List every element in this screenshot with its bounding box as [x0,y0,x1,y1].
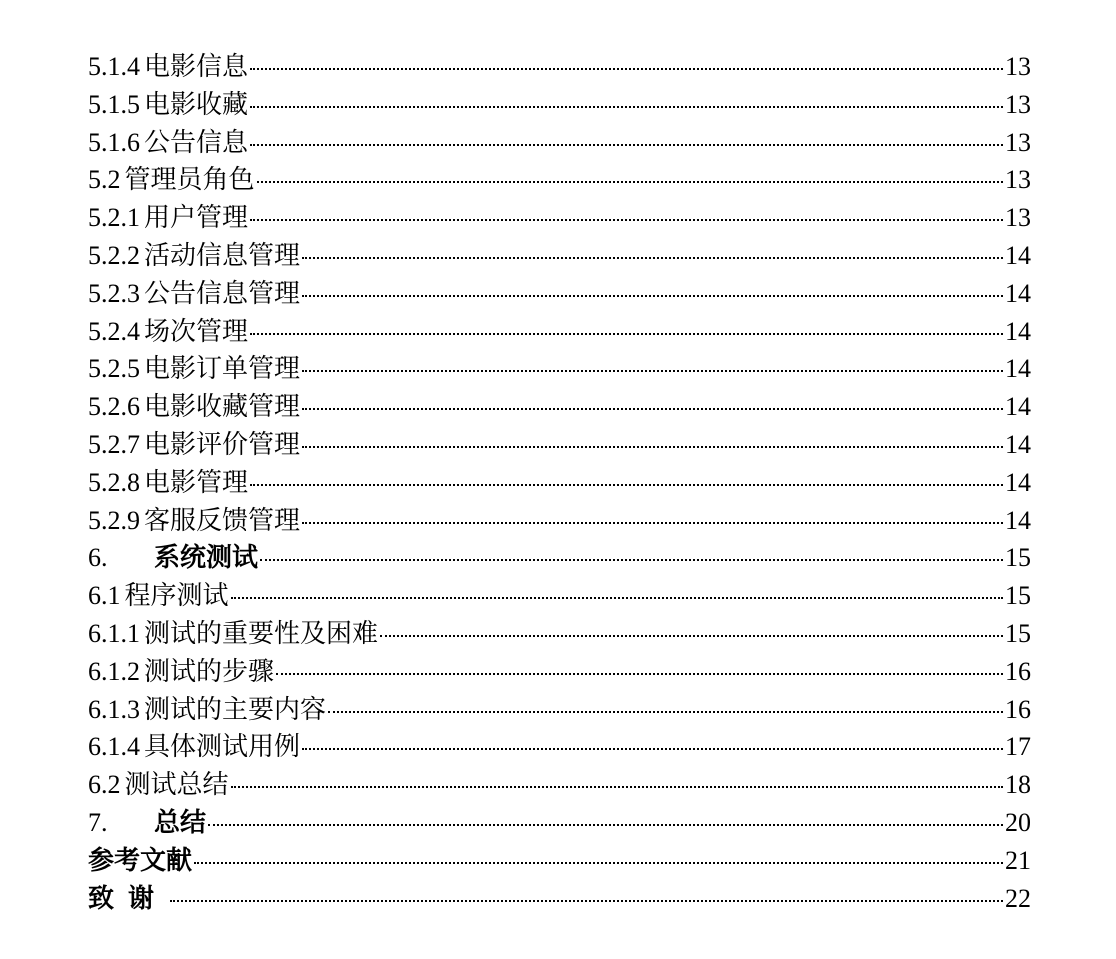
toc-entry[interactable] [88,46,1031,84]
dot-leader [302,446,1003,448]
toc-entry[interactable] [88,159,1031,197]
toc-entry-number: 5.2.2 [88,240,140,270]
toc-entry[interactable] [88,273,1031,311]
toc-entry-page: 15 [1005,543,1031,573]
dot-leader [302,522,1003,524]
toc-entry[interactable] [88,613,1031,651]
toc-entry-page: 22 [1005,883,1031,913]
toc-entry[interactable] [88,122,1031,160]
toc-entry-number: 5.2 [88,165,121,195]
toc-entry[interactable] [88,500,1031,538]
toc-entry-title: 用户管理 [144,203,249,234]
toc-entry-title: 管理员角色 [124,165,255,196]
toc-entry-page: 17 [1005,732,1031,762]
toc-entry-title: 活动信息管理 [144,240,301,271]
toc-entry-page: 13 [1005,127,1031,157]
toc-entry-page: 14 [1005,505,1031,535]
dot-leader [231,597,1003,599]
toc-entry-page: 21 [1005,845,1031,875]
dot-leader [250,68,1003,70]
toc-entry-number: 5.2.8 [88,467,140,497]
toc-entry-number: 5.2.4 [88,316,140,346]
toc-entry-number: 6.1.3 [88,694,140,724]
toc-entry[interactable] [88,348,1031,386]
dot-leader [231,786,1003,788]
toc-entry-number: 6.2 [88,770,121,800]
dot-leader [194,862,1003,864]
toc-entry-page: 14 [1005,354,1031,384]
toc-chapter-entry[interactable] [88,840,1031,878]
toc-entry-number: 6.1.1 [88,618,140,648]
dot-leader [250,484,1003,486]
toc-entry-title: 电影收藏 [144,89,249,120]
toc-entry-number: 6. [88,543,108,573]
dot-leader [257,181,1003,183]
toc-entry-title: 测试的重要性及困难 [144,618,379,649]
dot-leader [250,106,1003,108]
dot-leader [302,408,1003,410]
dot-leader [260,559,1003,561]
toc-entry-title: 电影信息 [144,52,249,82]
toc-chapter-entry[interactable] [88,878,1031,916]
toc-entry[interactable] [88,575,1031,613]
toc-entry-page: 14 [1005,429,1031,459]
toc-entry-title: 电影订单管理 [144,354,301,385]
toc-entry-page: 16 [1005,694,1031,724]
toc-entry-title: 系统测试 [154,543,259,574]
toc-entry-number: 7. [88,807,108,837]
toc-entry-number: 5.2.5 [88,354,140,384]
toc-chapter-entry[interactable] [88,537,1031,575]
toc-entry-title: 总结 [154,807,207,838]
toc-entry-page: 13 [1005,89,1031,119]
toc-entry-number: 5.1.6 [88,127,140,157]
toc-entry-title: 致谢 [88,883,169,914]
toc-entry-page: 18 [1005,770,1031,800]
dot-leader [250,333,1003,335]
toc-entry-page: 14 [1005,240,1031,270]
toc-entry[interactable] [88,764,1031,802]
toc-entry[interactable] [88,311,1031,349]
dot-leader [380,635,1003,637]
toc-entry-title: 具体测试用例 [144,732,301,763]
toc-entry-page: 16 [1005,656,1031,686]
toc-entry-title: 测试总结 [124,770,229,801]
dot-leader [276,673,1003,675]
toc-entry-title: 客服反馈管理 [144,505,301,536]
toc-entry[interactable] [88,689,1031,727]
dot-leader [208,824,1003,826]
table-of-contents [88,46,1031,915]
toc-entry-number: 5.2.1 [88,203,140,233]
toc-entry-page: 13 [1005,203,1031,233]
toc-entry-title: 公告信息管理 [144,278,301,309]
toc-entry-title: 场次管理 [144,316,249,347]
toc-entry[interactable] [88,424,1031,462]
toc-entry-page: 14 [1005,467,1031,497]
toc-entry-page: 14 [1005,316,1031,346]
toc-entry-title: 参考文献 [88,845,193,876]
toc-entry-number: 6.1.4 [88,732,140,762]
toc-entry-title: 电影收藏管理 [144,392,301,423]
toc-entry-title: 公告信息 [144,127,249,158]
toc-entry-number: 5.2.6 [88,392,140,422]
toc-entry-page: 14 [1005,278,1031,308]
dot-leader [250,144,1003,146]
toc-entry[interactable] [88,84,1031,122]
dot-leader [302,257,1003,259]
toc-entry-title: 电影管理 [144,467,249,498]
dot-leader [302,295,1003,297]
toc-entry-number: 5.1.5 [88,89,140,119]
toc-entry-number: 5.1.4 [88,52,140,81]
toc-entry-page: 20 [1005,807,1031,837]
toc-entry-page: 14 [1005,392,1031,422]
toc-entry[interactable] [88,651,1031,689]
toc-entry-number: 5.2.3 [88,278,140,308]
dot-leader [250,219,1003,221]
toc-entry[interactable] [88,726,1031,764]
toc-chapter-entry[interactable] [88,802,1031,840]
toc-entry-title: 测试的步骤 [144,656,275,687]
toc-entry-page: 13 [1005,52,1031,81]
toc-entry[interactable] [88,462,1031,500]
dot-leader [328,711,1003,713]
dot-leader [302,748,1003,750]
toc-entry-number: 5.2.7 [88,429,140,459]
toc-entry[interactable] [88,386,1031,424]
dot-leader [170,900,1003,902]
toc-entry-title: 电影评价管理 [144,429,301,460]
toc-entry-page: 13 [1005,165,1031,195]
toc-entry-number: 5.2.9 [88,505,140,535]
toc-entry-number: 6.1 [88,581,121,611]
dot-leader [302,370,1003,372]
toc-entry[interactable] [88,197,1031,235]
toc-entry-title: 程序测试 [124,581,229,612]
toc-entry-page: 15 [1005,618,1031,648]
toc-entry[interactable] [88,235,1031,273]
toc-entry-number: 6.1.2 [88,656,140,686]
toc-entry-title: 测试的主要内容 [144,694,327,725]
toc-entry-page: 15 [1005,581,1031,611]
